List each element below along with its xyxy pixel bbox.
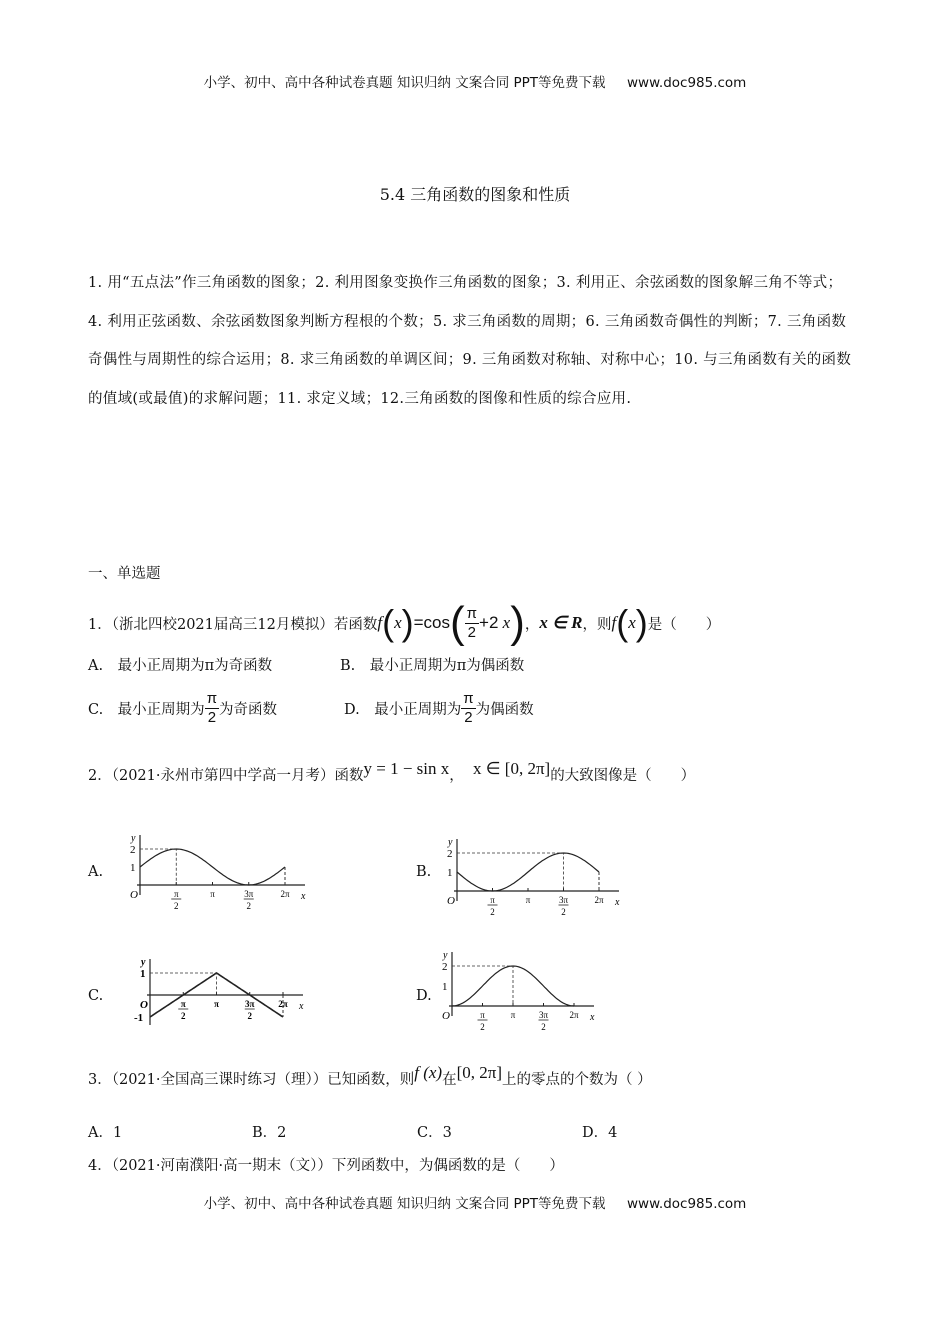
x-tick-label: π <box>480 1010 485 1020</box>
x-tick-label: 2 <box>480 1022 485 1032</box>
origin-label: O <box>447 895 455 907</box>
y-tick-label: 2 <box>447 848 453 860</box>
question-2 <box>88 759 696 785</box>
x-tick-label: π <box>490 895 495 905</box>
x-tick-label: 2π <box>594 895 604 905</box>
q3-option-d[interactable]: D．4 <box>582 1125 618 1141</box>
q1-eq: =cos <box>413 613 450 632</box>
q1-pi: π <box>466 604 478 622</box>
x-tick-label: 3π <box>538 1010 549 1020</box>
footer-banner <box>0 1192 950 1212</box>
graph-option-a[interactable] <box>110 815 325 915</box>
q2-option-c-label[interactable]: C. <box>88 988 104 1004</box>
x-label: x <box>590 1012 595 1023</box>
q1-c-tail: 为奇函数 <box>219 702 278 718</box>
x-tick-label: 3π <box>245 999 255 1009</box>
x-tick-label: 3π <box>244 889 254 899</box>
q3-f: f (x) <box>414 1063 443 1082</box>
q3-suffix: 上的零点的个数为（ ） <box>501 1072 652 1088</box>
x-tick-label: 2 <box>541 1022 546 1032</box>
x-tick-label: π <box>180 999 186 1009</box>
q3-domain: [0, 2π] <box>456 1063 502 1082</box>
function-curve <box>457 853 599 891</box>
x-tick-label: 2 <box>174 901 179 911</box>
y-label: y <box>448 837 453 848</box>
section-heading: 一、单选题 <box>88 566 161 582</box>
q3-option-a[interactable]: A．1 <box>88 1125 123 1141</box>
origin-label: O <box>130 889 138 901</box>
x-label: x <box>299 1001 304 1012</box>
q3-option-b[interactable]: B．2 <box>252 1125 287 1141</box>
x-tick-label: 2π <box>569 1010 579 1020</box>
y-tick-label: 1 <box>442 981 448 993</box>
q2-option-a-label[interactable]: A. <box>88 864 104 880</box>
q1-option-d[interactable]: D. 最小正周期为 $\frac{\pi}{2}$ 为偶函数 <box>344 690 534 726</box>
q1-c-text: C. 最小正周期为 <box>88 702 205 718</box>
header-site[interactable]: www.doc985.com <box>627 75 747 91</box>
x-label: x <box>615 897 620 908</box>
y-tick-label: -1 <box>134 1012 144 1024</box>
q3-prefix: 3．（2021·全国高三课时练习（理））已知函数，则 <box>88 1072 415 1088</box>
function-curve <box>140 849 285 885</box>
q1-option-a[interactable]: A. 最小正周期为π为奇函数 <box>88 658 273 674</box>
q2-prefix: 2．（2021·永州市第四中学高一月考）函数 <box>88 768 364 784</box>
q1-prefix: 1．（浙北四校2021届高三12月模拟）若函数 <box>88 616 378 633</box>
q1-d-tail: 为偶函数 <box>475 702 534 718</box>
y-tick-label: 1 <box>447 867 453 879</box>
y-tick-label: 2 <box>130 844 136 856</box>
x-tick-label: π <box>173 889 179 899</box>
header-text: 小学、初中、高中各种试卷真题 知识归纳 文案合同 PPT等免费下载 <box>203 75 606 91</box>
question-1: 1．（浙北四校2021届高三12月模拟）若函数 f ( x ) =cos ( $\frac{\pi}{2}$ +2 x ) ， x ∈ R ，则 f ( x ) 是（ ） <box>88 598 721 647</box>
y-tick-label: 1 <box>140 968 146 980</box>
x-tick-label: 2 <box>181 1011 186 1021</box>
q2-comma: ， <box>449 768 464 784</box>
q1-d-text: D. 最小正周期为 <box>344 702 462 718</box>
y-label: y <box>141 957 146 968</box>
y-tick-label: 2 <box>442 961 448 973</box>
guide-line <box>150 973 217 995</box>
q1-f: f <box>377 613 383 632</box>
x-tick-label: π <box>214 999 219 1009</box>
x-tick-label: π <box>210 889 215 899</box>
q2-domain: x ∈ [0, 2π] <box>472 759 551 778</box>
question-3 <box>88 1063 652 1089</box>
x-tick-label: 2 <box>246 901 251 911</box>
graph-option-b[interactable] <box>445 830 620 920</box>
graph-option-d[interactable] <box>432 940 612 1035</box>
y-tick-label: 1 <box>130 862 136 874</box>
q1-option-b[interactable]: B. 最小正周期为π为偶函数 <box>340 658 525 674</box>
question-4: 4．（2021·河南濮阳·高一期末（文））下列函数中，为偶函数的是（ ） <box>88 1158 564 1174</box>
footer-text: 小学、初中、高中各种试卷真题 知识归纳 文案合同 PPT等免费下载 <box>203 1196 606 1212</box>
q1-domain: x ∈ R <box>539 613 583 632</box>
q1-plus: +2 <box>479 613 499 632</box>
x-tick-label: 2π <box>278 999 288 1009</box>
q2-option-d-label[interactable]: D. <box>416 988 432 1004</box>
x-tick-label: 2 <box>561 907 566 917</box>
header-banner <box>0 71 950 91</box>
intro-paragraph: 1. 用“五点法”作三角函数的图象；2. 利用图象变换作三角函数的图象；3. 利用正、余弦函数的图象解三角不等式；4. 利用正弦函数、余弦函数图象判断方程根的个数；5. 求三角函数的周期；6. 三角函数奇偶性的判断；7. 三角函数奇偶性与周期性的综合运用；8. 求三角函数的单调区间；9. 三角函数对称轴、对称中心；10. 与三角函数有关的函数的值域(或最值)的求解问题；11. 求定义域；12.三角函数的图像和性质的综合应用. <box>88 275 852 407</box>
q1-option-c[interactable]: C. 最小正周期为 $\frac{\pi}{2}$ 为奇函数 <box>88 690 278 726</box>
q1-two: 2 <box>467 623 476 641</box>
graph-option-c[interactable] <box>110 942 325 1034</box>
q2-option-b-label[interactable]: B. <box>416 864 432 880</box>
x-tick-label: 3π <box>558 895 569 905</box>
y-label: y <box>131 833 136 844</box>
x-tick-label: 2 <box>490 907 495 917</box>
x-label: x <box>301 891 306 902</box>
q3-option-c[interactable]: C．3 <box>417 1125 452 1141</box>
q1-then: ，则 <box>582 616 612 633</box>
footer-site[interactable]: www.doc985.com <box>627 1196 747 1212</box>
origin-label: O <box>442 1010 450 1022</box>
x-tick-label: π <box>525 895 531 905</box>
q1-suffix: 是（ ） <box>647 616 721 633</box>
q2-suffix: 的大致图像是（ ） <box>550 768 696 784</box>
y-label: y <box>443 950 448 961</box>
page-title: 5.4 三角函数的图象和性质 <box>379 185 571 204</box>
q1-x: x <box>394 613 402 632</box>
q3-mid: 在 <box>442 1072 457 1088</box>
x-tick-label: π <box>510 1010 516 1020</box>
x-tick-label: 2π <box>280 889 290 899</box>
x-tick-label: 2 <box>247 1011 252 1021</box>
origin-label: O <box>140 999 148 1011</box>
q2-function: y = 1 − sin x <box>363 759 450 778</box>
